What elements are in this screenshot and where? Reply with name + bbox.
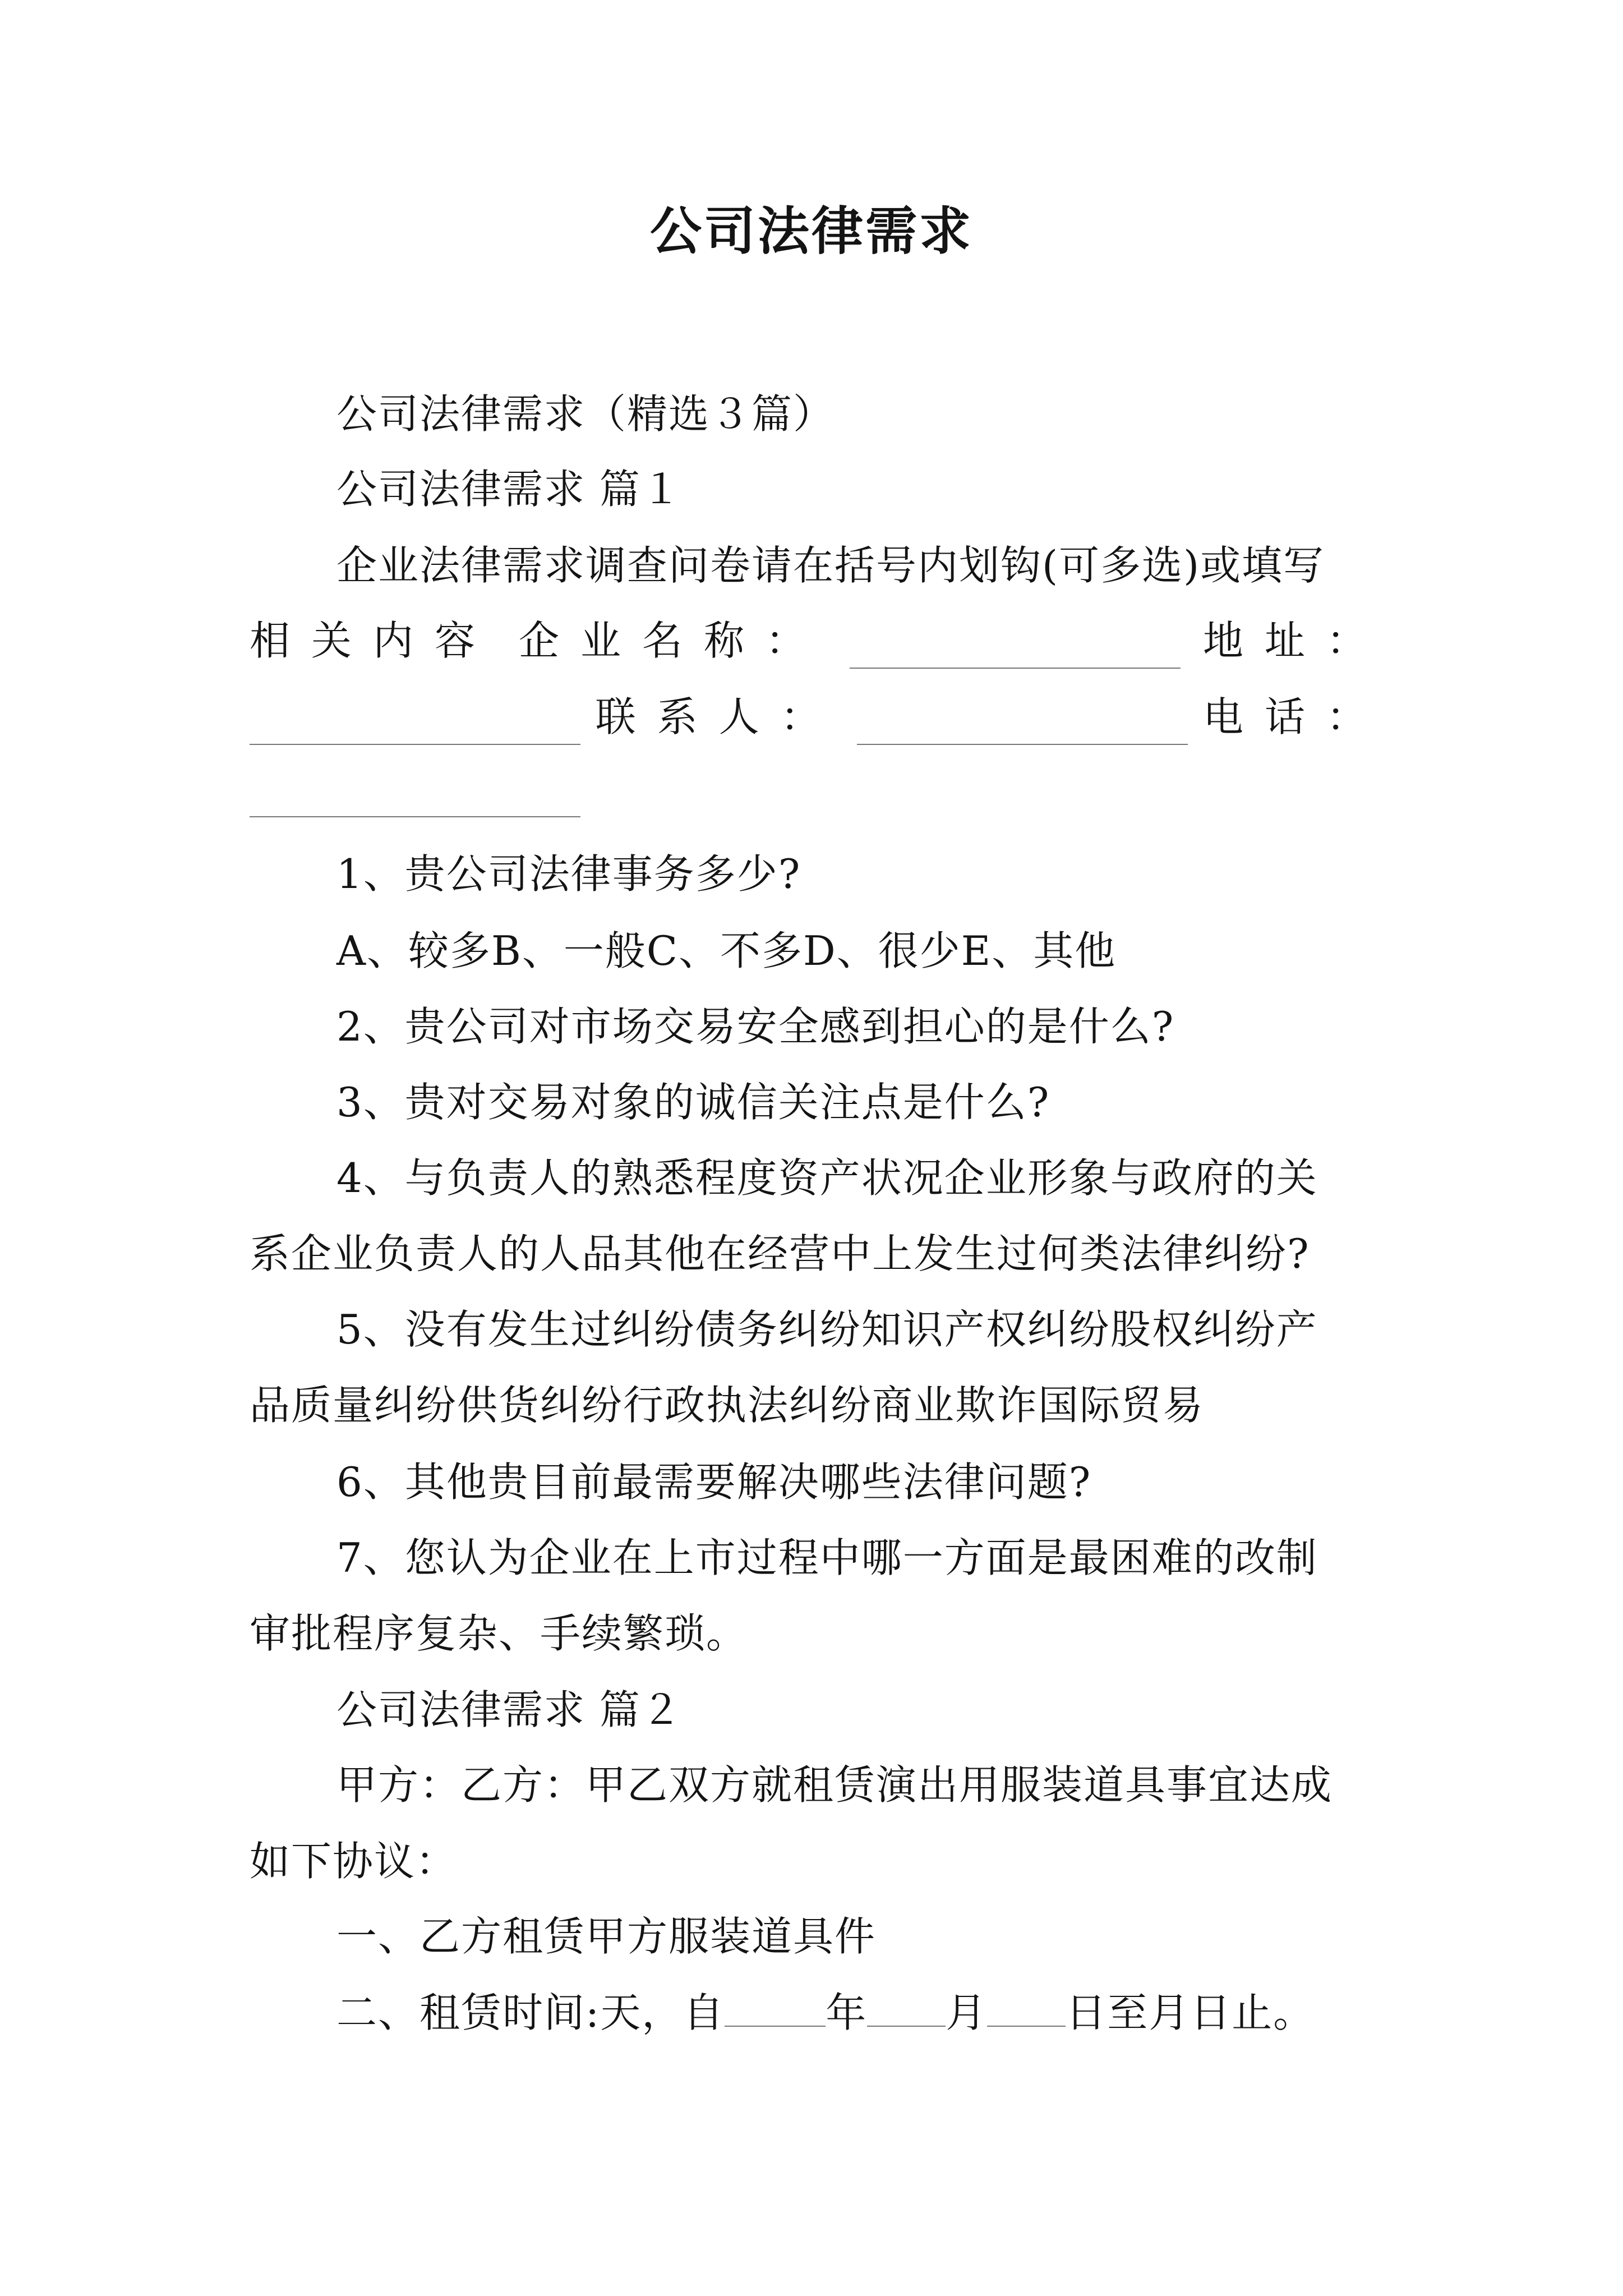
question-5-line-1: 5、没有发生过纠纷债务纠纷知识产权纠纷股权纠纷产 <box>336 1306 1318 1353</box>
item-2-month: 月 <box>946 1989 988 2036</box>
part2-heading: 公司法律需求 篇２ <box>336 1686 683 1733</box>
question-3: 3、贵对交易对象的诚信关注点是什么? <box>336 1079 1050 1126</box>
month-blank[interactable] <box>867 2026 946 2027</box>
question-5-line-2: 品质量纠纷供货纠纷行政执法纠纷商业欺诈国际贸易 <box>250 1382 1205 1429</box>
label-phone: 电话： <box>1202 693 1388 740</box>
part2-paragraph-line-1: 甲方：乙方：甲乙双方就租赁演出用服装道具事宜达成 <box>336 1761 1333 1809</box>
survey-intro <box>336 537 1388 593</box>
item-1: 一、乙方租赁甲方服装道具件 <box>336 1913 877 1960</box>
item-2-prefix: 二、租赁时间:天，自 <box>336 1989 725 2036</box>
contact-blank[interactable] <box>857 744 1188 745</box>
phone-blank[interactable] <box>250 816 580 817</box>
question-1: 1、贵公司法律事务多少? <box>336 850 801 898</box>
question-6: 6、其他贵目前最需要解决哪些法律问题? <box>336 1458 1092 1506</box>
item-2-suffix: 日至月日止。 <box>1066 1989 1315 2036</box>
item-2-year: 年 <box>826 1989 868 2036</box>
form-row-company <box>250 613 1388 669</box>
question-7-line-2: 审批程序复杂、手续繁琐。 <box>250 1610 748 1657</box>
day-blank[interactable] <box>987 2026 1066 2027</box>
form-row-contact <box>250 689 1388 745</box>
label-address: 地址： <box>1202 617 1388 664</box>
label-company: 企业名称： <box>519 617 828 664</box>
item-2 <box>336 1985 1388 2041</box>
question-7-line-1: 7、您认为企业在上市过程中哪一方面是最困难的改制 <box>336 1534 1318 1581</box>
question-1-options: A、较多B、一般C、不多D、很少E、其他 <box>336 927 1117 974</box>
year-blank[interactable] <box>725 2026 826 2027</box>
label-contact: 联系人： <box>595 693 842 740</box>
part1-heading: 公司法律需求 篇１ <box>336 466 683 513</box>
question-2: 2、贵公司对市场交易安全感到担心的是什么? <box>336 1003 1175 1050</box>
label-related: 相关内容 <box>250 617 497 664</box>
company-name-blank[interactable] <box>850 668 1181 669</box>
survey-intro-text: 企业法律需求调查问卷请在括号内划钩(可多选)或填写 <box>336 542 1325 589</box>
subtitle: 公司法律需求（精选３篇） <box>336 390 835 438</box>
document-title: 公司法律需求 <box>649 201 973 261</box>
part2-paragraph-line-2: 如下协议： <box>250 1838 458 1885</box>
question-4-line-1: 4、与负责人的熟悉程度资产状况企业形象与政府的关 <box>336 1154 1318 1202</box>
address-blank[interactable] <box>250 744 580 745</box>
question-4-line-2: 系企业负责人的人品其他在经营中上发生过何类法律纠纷? <box>250 1230 1310 1277</box>
